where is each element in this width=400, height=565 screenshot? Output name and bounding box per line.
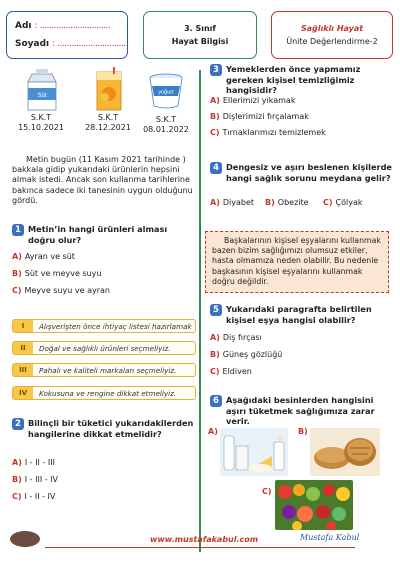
milk-carton-icon xyxy=(22,66,62,112)
question-text-1: Metin’in hangi ürünleri alması doğru olur? xyxy=(28,224,168,245)
statement-row-3 xyxy=(12,363,196,377)
expiry-label: S.K.T xyxy=(30,113,52,122)
question-number-1: 1 xyxy=(12,224,24,236)
q5-option-c[interactable]: C) Eldiven xyxy=(210,367,252,376)
product-expiry-1 xyxy=(12,113,70,133)
unit-info-box xyxy=(271,11,393,59)
question-number-3: 3 xyxy=(210,64,222,76)
question-text-4: Dengesiz ve aşırı beslenen kişilerde hangi sağlık sorunu meydana gelir? xyxy=(226,162,392,183)
info-text: Başkalarının kişisel eşyalarını kullanmak bazen bizim sağlığımızı olumsuz etkiler, hasta olmamıza neden olabilir. Bu nedenle başkasının kişisel eşyalarını kullanmak doğru değildir. xyxy=(212,236,381,286)
statement-row-4 xyxy=(12,386,196,400)
yogurt-cup-icon xyxy=(146,66,186,112)
q5-option-b[interactable]: B) Güneş gözlüğü xyxy=(210,350,283,359)
info-box xyxy=(205,231,389,293)
subject-label: Hayat Bilgisi xyxy=(171,37,229,46)
question-text-6: Aşağıdaki besinlerden hangisini aşırı tüketmek sağlığımıza zarar verir. xyxy=(226,395,375,426)
product-expiry-2 xyxy=(79,113,137,133)
grade-label: 3. Sınıf xyxy=(184,24,216,33)
q3-option-b[interactable]: B) Dişlerimizi fırçalamak xyxy=(210,112,309,121)
question-number-6: 6 xyxy=(210,395,222,407)
statement-text: Alışverişten önce ihtiyaç listesi hazırlamak xyxy=(39,321,192,331)
expiry-date: 08.01.2022 xyxy=(143,125,189,134)
question-number-5: 5 xyxy=(210,304,222,316)
svg-text:yoğurt: yoğurt xyxy=(158,89,174,96)
q2-option-c[interactable]: C) I - II - IV xyxy=(12,492,56,501)
q1-option-b[interactable]: B) Süt ve meyve suyu xyxy=(12,269,102,278)
q6-option-c-letter[interactable]: C) xyxy=(262,487,272,496)
surname-label: Soyadı xyxy=(15,39,50,49)
unit-title: Sağlıklı Hayat xyxy=(300,24,364,33)
statement-row-2 xyxy=(12,341,196,355)
q2-option-b[interactable]: B) I - III - IV xyxy=(12,475,58,484)
column-divider xyxy=(199,70,201,552)
q6-option-b-letter[interactable]: B) xyxy=(298,427,308,436)
bread-icon[interactable] xyxy=(310,428,380,476)
svg-text:Süt: Süt xyxy=(37,93,47,99)
roman-numeral: III xyxy=(13,364,33,376)
surname-row xyxy=(15,39,128,49)
q4-option-c[interactable]: C) Çölyak xyxy=(323,198,363,207)
name-field[interactable]: : .............................. xyxy=(34,21,111,31)
name-label: Adı xyxy=(15,21,32,31)
q3-option-c[interactable]: C) Tırnaklarımızı temizlemek xyxy=(210,128,326,137)
dairy-products-icon[interactable] xyxy=(220,428,288,476)
q1-option-a[interactable]: A) Ayran ve süt xyxy=(12,252,75,261)
footer-url[interactable]: www.mustafakabul.com xyxy=(150,535,259,544)
statement-text: Doğal ve sağlıklı ürünleri seçmeliyiz. xyxy=(39,343,171,353)
school-logo xyxy=(10,531,40,547)
story-paragraph: Metin bugün (11 Kasım 2021 tarihinde ) bakkala gidip yukarıdaki ürünlerin hepsini almak istedi. Ancak son kullanma tarihlerine bakınca sadece iki tanesinin uygun olduğunu gördü. xyxy=(12,155,193,205)
roman-numeral: I xyxy=(13,320,33,332)
expiry-label: S.K.T xyxy=(97,113,119,122)
q6-option-a-letter[interactable]: A) xyxy=(208,427,218,436)
course-info-box xyxy=(143,11,257,59)
q4-option-b[interactable]: B) Obezite xyxy=(265,198,309,207)
fruits-vegetables-icon[interactable] xyxy=(275,480,353,530)
q3-option-a[interactable]: A) Ellerimizi yıkamak xyxy=(210,96,296,105)
q5-option-a[interactable]: A) Diş fırçası xyxy=(210,333,262,342)
expiry-date: 28.12.2021 xyxy=(85,123,131,132)
author-signature: Mustafa Kabul xyxy=(300,533,360,542)
question-text-3: Yemeklerden önce yapmamız gereken kişisel temizliğimiz hangisidir? xyxy=(226,64,361,95)
question-number-4: 4 xyxy=(210,162,222,174)
student-info-box xyxy=(6,11,128,59)
product-expiry-3 xyxy=(137,115,195,135)
expiry-label: S.K.T xyxy=(155,115,177,124)
question-text-5: Yukarıdaki paragrafta belirtilen kişisel eşya hangisi olabilir? xyxy=(226,304,372,325)
question-text-2: Bilinçli bir tüketici yukarıdakilerden hangilerine dikkat etmelidir? xyxy=(28,418,194,439)
juice-box-icon xyxy=(88,66,128,112)
expiry-date: 15.10.2021 xyxy=(18,123,64,132)
q2-option-a[interactable]: A) I - II - III xyxy=(12,458,55,467)
statement-row-1 xyxy=(12,319,196,333)
name-row xyxy=(15,21,110,31)
q1-option-c[interactable]: C) Meyve suyu ve ayran xyxy=(12,286,110,295)
roman-numeral: IV xyxy=(13,387,33,399)
unit-subtitle: Ünite Değerlendirme-2 xyxy=(286,37,378,46)
q4-option-a[interactable]: A) Diyabet xyxy=(210,198,255,207)
roman-numeral: II xyxy=(13,342,33,354)
statement-text: Kokusuna ve rengine dikkat etmeliyiz. xyxy=(39,388,177,398)
statement-text: Pahalı ve kaliteli markaları seçmeliyiz. xyxy=(39,365,177,375)
footer-divider xyxy=(45,547,355,548)
surname-field[interactable]: : .............................. xyxy=(52,39,128,49)
question-number-2: 2 xyxy=(12,418,24,430)
